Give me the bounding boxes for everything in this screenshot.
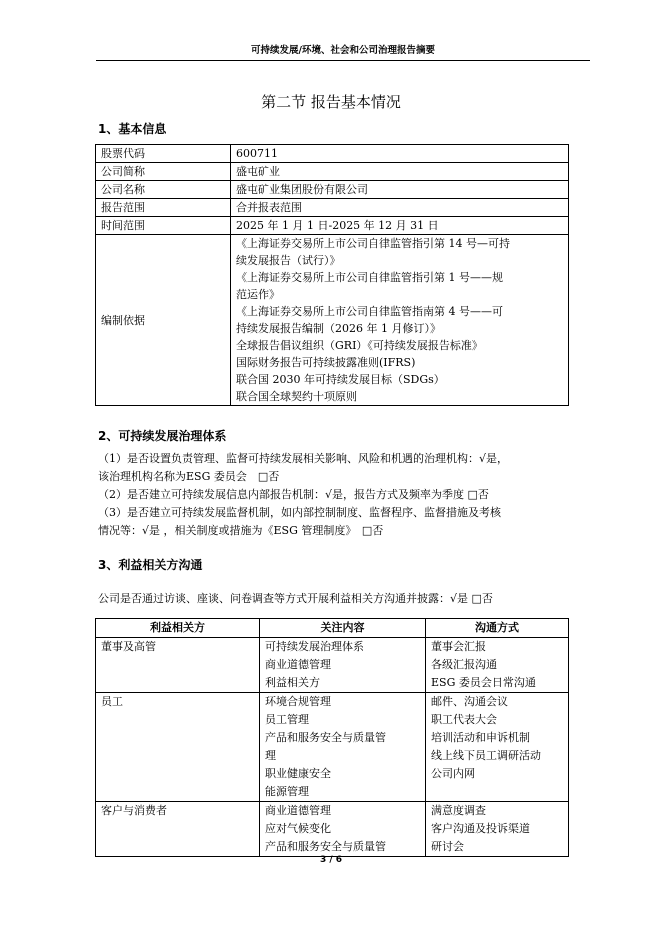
- basis-line: 国际财务报告可持续披露准则(IFRS): [236, 356, 416, 369]
- stakeholder-party: 董事及高管: [96, 638, 260, 693]
- method-item: 满意度调查: [431, 804, 486, 817]
- basis-line: 续发展报告（试行）》: [236, 254, 341, 267]
- table-row: [96, 145, 569, 163]
- method-item: 董事会汇报: [431, 640, 486, 653]
- stakeholder-party: 客户与消费者: [96, 802, 260, 857]
- concern-item: 产品和服务安全与质量管: [265, 731, 386, 744]
- concern-item: 产品和服务安全与质量管: [265, 840, 386, 853]
- table-header-row: [96, 619, 569, 638]
- method-list: [426, 802, 569, 857]
- method-item: 各级汇报沟通: [431, 658, 497, 671]
- column-header: 利益相关方: [96, 619, 260, 638]
- method-item: 研讨会: [431, 840, 464, 853]
- page-header: 可持续发展/环境、社会和公司治理报告摘要: [96, 44, 590, 61]
- stakeholder-heading: 3、利益相关方沟通: [98, 558, 203, 572]
- governance-body: [98, 450, 588, 540]
- basis-line: 持续发展报告编制（2026 年 1 月修订）》: [236, 322, 441, 335]
- table-row: [96, 163, 569, 181]
- basis-line: 范运作》: [236, 288, 280, 301]
- concern-item: 商业道德管理: [265, 804, 331, 817]
- info-value: 600711: [231, 145, 569, 163]
- concern-item: 利益相关方: [265, 676, 320, 689]
- table-row: [96, 693, 569, 802]
- column-header: 关注内容: [260, 619, 426, 638]
- section-title: 第二节 报告基本情况: [261, 93, 401, 111]
- table-row: [96, 199, 569, 217]
- table-row: [96, 638, 569, 693]
- stakeholder-question: 公司是否通过访谈、座谈、问卷调查等方式开展利益相关方沟通并披露：√是 □否: [98, 592, 493, 605]
- info-key: 时间范围: [96, 217, 231, 235]
- concern-item: 商业道德管理: [265, 658, 331, 671]
- method-item: 职工代表大会: [431, 713, 497, 726]
- table-row: [96, 802, 569, 857]
- method-item: 公司内网: [431, 767, 475, 780]
- basic-info-table: [95, 144, 569, 406]
- method-list: [426, 693, 569, 802]
- governance-line: 该治理机构名称为ESG 委员会 □否: [98, 470, 280, 483]
- concern-item: 可持续发展治理体系: [265, 640, 364, 653]
- concern-item: 职业健康安全: [265, 767, 331, 780]
- concern-item: 能源管理: [265, 785, 309, 798]
- method-item: 培训活动和申诉机制: [431, 731, 530, 744]
- stakeholder-party: 员工: [96, 693, 260, 802]
- concern-list: [260, 693, 426, 802]
- governance-heading: 2、可持续发展治理体系: [98, 429, 227, 443]
- basis-line: 《上海证券交易所上市公司自律监管指引第 14 号—可持: [236, 237, 510, 250]
- basis-line: 《上海证券交易所上市公司自律监管指南第 4 号——可: [236, 305, 503, 318]
- governance-line: （1）是否设置负责管理、监督可持续发展相关影响、风险和机遇的治理机构：√是，: [98, 452, 509, 465]
- basis-line: 联合国 2030 年可持续发展目标（SDGs）: [236, 373, 445, 386]
- concern-list: [260, 638, 426, 693]
- basic-info-heading: 1、基本信息: [98, 122, 167, 136]
- method-item: 邮件、沟通会议: [431, 695, 508, 708]
- concern-item: 员工管理: [265, 713, 309, 726]
- info-key: 公司名称: [96, 181, 231, 199]
- method-item: 客户沟通及投诉渠道: [431, 822, 530, 835]
- method-item: 线上线下员工调研活动: [431, 749, 541, 762]
- governance-line: （2）是否建立可持续发展信息内部报告机制：√是，报告方式及频率为季度 □否: [98, 488, 489, 501]
- basis-line: 《上海证券交易所上市公司自律监管指引第 1 号——规: [236, 271, 503, 284]
- concern-item: 应对气候变化: [265, 822, 331, 835]
- page-number: 3 / 6: [319, 855, 343, 865]
- info-value: 2025 年 1 月 1 日-2025 年 12 月 31 日: [231, 217, 569, 235]
- column-header: 沟通方式: [426, 619, 569, 638]
- info-value: 合并报表范围: [231, 199, 569, 217]
- concern-item: 理: [265, 749, 276, 762]
- method-list: [426, 638, 569, 693]
- governance-line: （3）是否建立可持续发展监督机制，如内部控制制度、监督程序、监督措施及考核: [98, 506, 501, 519]
- governance-line: 情况等：√是 ，相关制度或措施为《ESG 管理制度》 □否: [98, 524, 384, 537]
- info-value: 盛屯矿业: [231, 163, 569, 181]
- info-key: 编制依据: [96, 235, 231, 406]
- info-value: 盛屯矿业集团股份有限公司: [231, 181, 569, 199]
- stakeholder-table: [95, 618, 569, 857]
- table-row: [96, 235, 569, 406]
- table-row: [96, 181, 569, 199]
- table-row: [96, 217, 569, 235]
- info-key: 报告范围: [96, 199, 231, 217]
- concern-list: [260, 802, 426, 857]
- basis-line: 联合国全球契约十项原则: [236, 390, 357, 403]
- basis-line: 全球报告倡议组织（GRI）《可持续发展报告标准》: [236, 339, 483, 352]
- info-key: 股票代码: [96, 145, 231, 163]
- concern-item: 环境合规管理: [265, 695, 331, 708]
- info-key: 公司简称: [96, 163, 231, 181]
- method-item: ESG 委员会日常沟通: [431, 676, 536, 689]
- basis-list: [231, 235, 569, 406]
